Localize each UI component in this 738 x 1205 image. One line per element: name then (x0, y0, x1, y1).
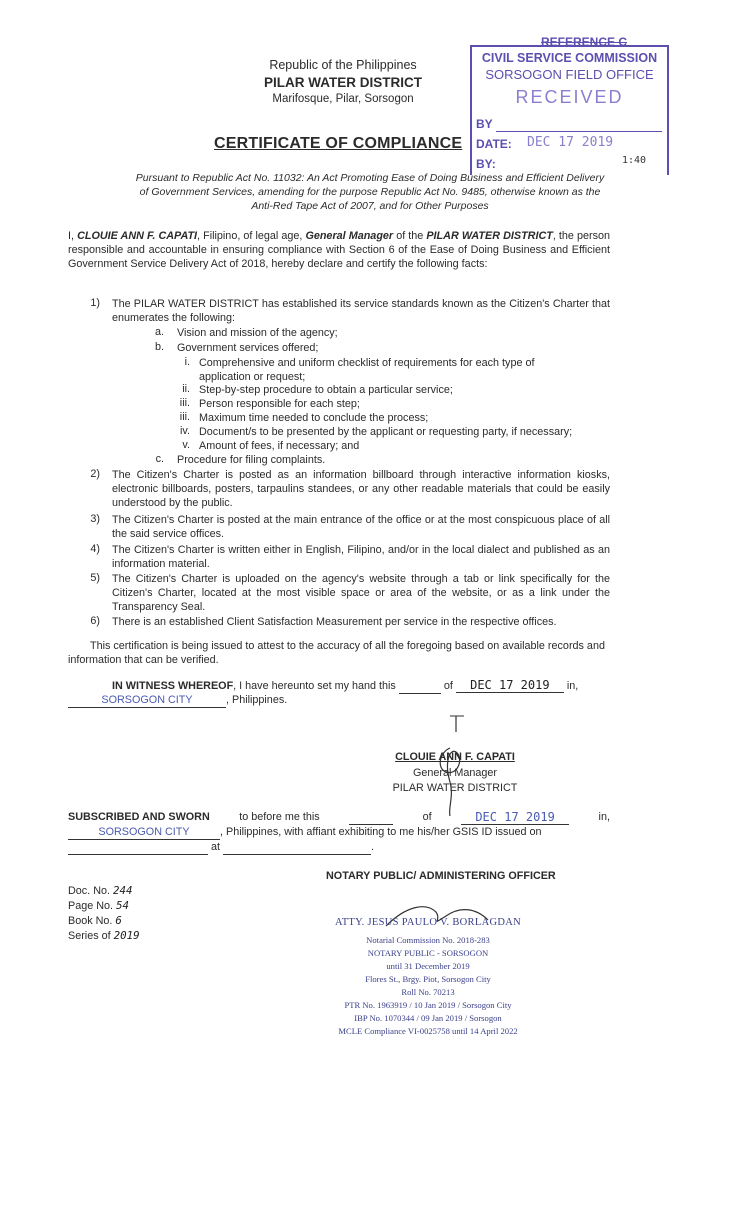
stamp-org1: CIVIL SERVICE COMMISSION (481, 51, 658, 65)
fact-4-number: 4) (90, 543, 100, 555)
sub-b-number: b. (154, 341, 164, 353)
fact-1-number: 1) (90, 297, 100, 309)
notary-line-4: Flores St., Brgy. Piot, Sorsogon City (365, 974, 491, 984)
notary-line-1: Notarial Commission No. 2018-283 (366, 935, 490, 945)
witness-day-blank (399, 679, 441, 694)
intro-paragraph: I, CLOUIE ANN F. CAPATI, Filipino, of legal age, General Manager of the PILAR WATER DISTRICT, the person responsible and accountable in ensuring compliance with Section 6 of the Ease of Doing Business and Efficient Government Service Delivery Act of 2018, hereby declare and certify the following facts: (68, 230, 611, 271)
sub-a-text: Vision and mission of the agency; (177, 327, 338, 339)
signatory-position: General Manager (412, 767, 498, 779)
roman-1-number: i. (184, 356, 190, 368)
fact-3-text: The Citizen's Charter is posted at the main entrance of the office or at the most conspicuous place of all the said service offices. (112, 514, 610, 541)
notary-line-6: PTR No. 1963919 / 10 Jan 2019 / Sorsogon City (344, 1000, 512, 1010)
roman-2-text: Step-by-step procedure to obtain a particular service; (199, 384, 453, 396)
sub-b-text: Government services offered; (177, 342, 319, 354)
notary-line-5: Roll No. 70213 (401, 987, 455, 997)
stamp-by-label: BY (476, 117, 493, 131)
sub-a-number: a. (154, 326, 164, 338)
witness-line: IN WITNESS WHEREOF, I have hereunto set my hand this of DEC 17 2019 in, (112, 678, 622, 694)
declarant-position: General Manager (305, 230, 394, 242)
notary-line-8: MCLE Compliance VI-0025758 until 14 April 2022 (338, 1026, 518, 1036)
signatory-name: CLOUIE ANN F. CAPATI (395, 751, 515, 763)
fact-3-number: 3) (90, 513, 100, 525)
fact-5-text: The Citizen's Charter is uploaded on the agency's website through a tab or link specifically for the Citizen's Charter, located at the most visible space or area of the website, or as a link under the Transparency Seal. (112, 573, 610, 614)
witness-date: DEC 17 2019 (456, 678, 564, 693)
notary-name: ATTY. JESUS PAULO V. BORLAGDAN (335, 917, 521, 928)
page-title: CERTIFICATE OF COMPLIANCE (214, 135, 463, 152)
stamp-received: RECEIVED (515, 87, 624, 107)
stamp-by-line (496, 131, 662, 132)
series-of: Series of 2019 (68, 929, 140, 942)
declarant-org: PILAR WATER DISTRICT (426, 230, 553, 242)
page-no: Page No. 54 (68, 899, 130, 912)
certification-paragraph: This certification is being issued to attest to the accuracy of all the foregoing based on available records and information that can be verified. (68, 640, 605, 667)
roman-6-text: Amount of fees, if necessary; and (199, 440, 360, 452)
declarant-name: CLOUIE ANN F. CAPATI (77, 230, 198, 242)
fact-6-text: There is an established Client Satisfaction Measurement per service in the respective offices. (112, 616, 557, 628)
fact-5-number: 5) (90, 572, 100, 584)
page-no-value: 54 (116, 899, 130, 912)
witness-place-line: SORSOGON CITY , Philippines. (68, 693, 287, 708)
stamp-date-value: DEC 17 2019 (527, 135, 614, 150)
roman-3-number: iii. (179, 397, 190, 409)
fact-2-text: The Citizen's Charter is posted as an information billboard through interactive information kiosks, electronic billboards, posters, tarpaulins standees, or any other readable materials that could be easily understood by the public. (112, 469, 610, 510)
roman-1-text: Comprehensive and uniform checklist of requirements for each type of application or request; (199, 357, 535, 384)
fact-1-text: The PILAR WATER DISTRICT has established its service standards known as the Citizen's Charter that enumerates the following: (112, 298, 610, 325)
roman-5-text: Document/s to be presented by the applicant or requesting party, if necessary; (199, 426, 573, 438)
witness-heading: IN WITNESS WHEREOF (112, 680, 234, 692)
preamble-line-3: Anti-Red Tape Act of 2007, and for Other Purposes (251, 200, 489, 212)
roman-3-text: Person responsible for each step; (199, 398, 360, 410)
sworn-heading: SUBSCRIBED AND SWORN (68, 811, 210, 823)
sworn-line-2: SORSOGON CITY , Philippines, with affiant exhibiting to me his/her GSIS ID issued on (68, 825, 541, 840)
notary-line-7: IBP No. 1070344 / 09 Jan 2019 / Sorsogon (354, 1013, 502, 1023)
preamble-line-2: of Government Services, amending for the purpose Republic Act No. 9485, otherwise known as the (139, 186, 601, 198)
header-republic: Republic of the Philippines (269, 58, 417, 72)
sworn-line-1: SUBSCRIBED AND SWORN to before me this of DEC 17 2019 in, (68, 810, 610, 824)
stamp-time: 1:40 (622, 155, 647, 166)
roman-4-text: Maximum time needed to conclude the process; (199, 412, 429, 424)
notary-heading: NOTARY PUBLIC/ ADMINISTERING OFFICER (326, 870, 556, 882)
notary-line-2: NOTARY PUBLIC - SORSOGON (367, 948, 489, 958)
sub-c-text: Procedure for filing complaints. (177, 454, 326, 466)
fact-4-text: The Citizen's Charter is written either in English, Filipino, and/or in the local dialect and published as an information material. (112, 544, 610, 571)
header-org: PILAR WATER DISTRICT (264, 75, 422, 90)
book-no: Book No. 6 (68, 914, 122, 927)
roman-5-number: iv. (180, 425, 190, 437)
stamp-ref: REFERENCE C (540, 35, 627, 49)
preamble-line-1: Pursuant to Republic Act No. 11032: An Act Promoting Ease of Doing Business and Efficient Delivery (135, 172, 605, 184)
stamp-date-label: DATE: (476, 137, 512, 151)
roman-6-number: v. (182, 439, 190, 451)
witness-place: SORSOGON CITY (68, 693, 226, 708)
roman-2-number: ii. (182, 383, 190, 395)
stamp-by-label-2: BY: (476, 157, 496, 171)
fact-6-number: 6) (90, 615, 100, 627)
received-stamp (470, 35, 669, 175)
sworn-place: SORSOGON CITY (68, 825, 220, 840)
notary-line-3: until 31 December 2019 (386, 961, 470, 971)
doc-no: Doc. No. 244 (68, 884, 133, 897)
header-address: Marifosque, Pilar, Sorsogon (272, 93, 414, 105)
signatory-org: PILAR WATER DISTRICT (392, 782, 518, 794)
sub-c-number: c. (155, 453, 164, 465)
roman-4-number: iii. (179, 411, 190, 423)
sworn-date: DEC 17 2019 (461, 810, 569, 825)
doc-no-value: 244 (113, 884, 133, 897)
sworn-line-3: at . (68, 840, 374, 855)
series-value: 2019 (113, 929, 140, 942)
stamp-org2: SORSOGON FIELD OFFICE (485, 67, 654, 82)
book-no-value: 6 (115, 914, 122, 927)
fact-2-number: 2) (90, 468, 100, 480)
